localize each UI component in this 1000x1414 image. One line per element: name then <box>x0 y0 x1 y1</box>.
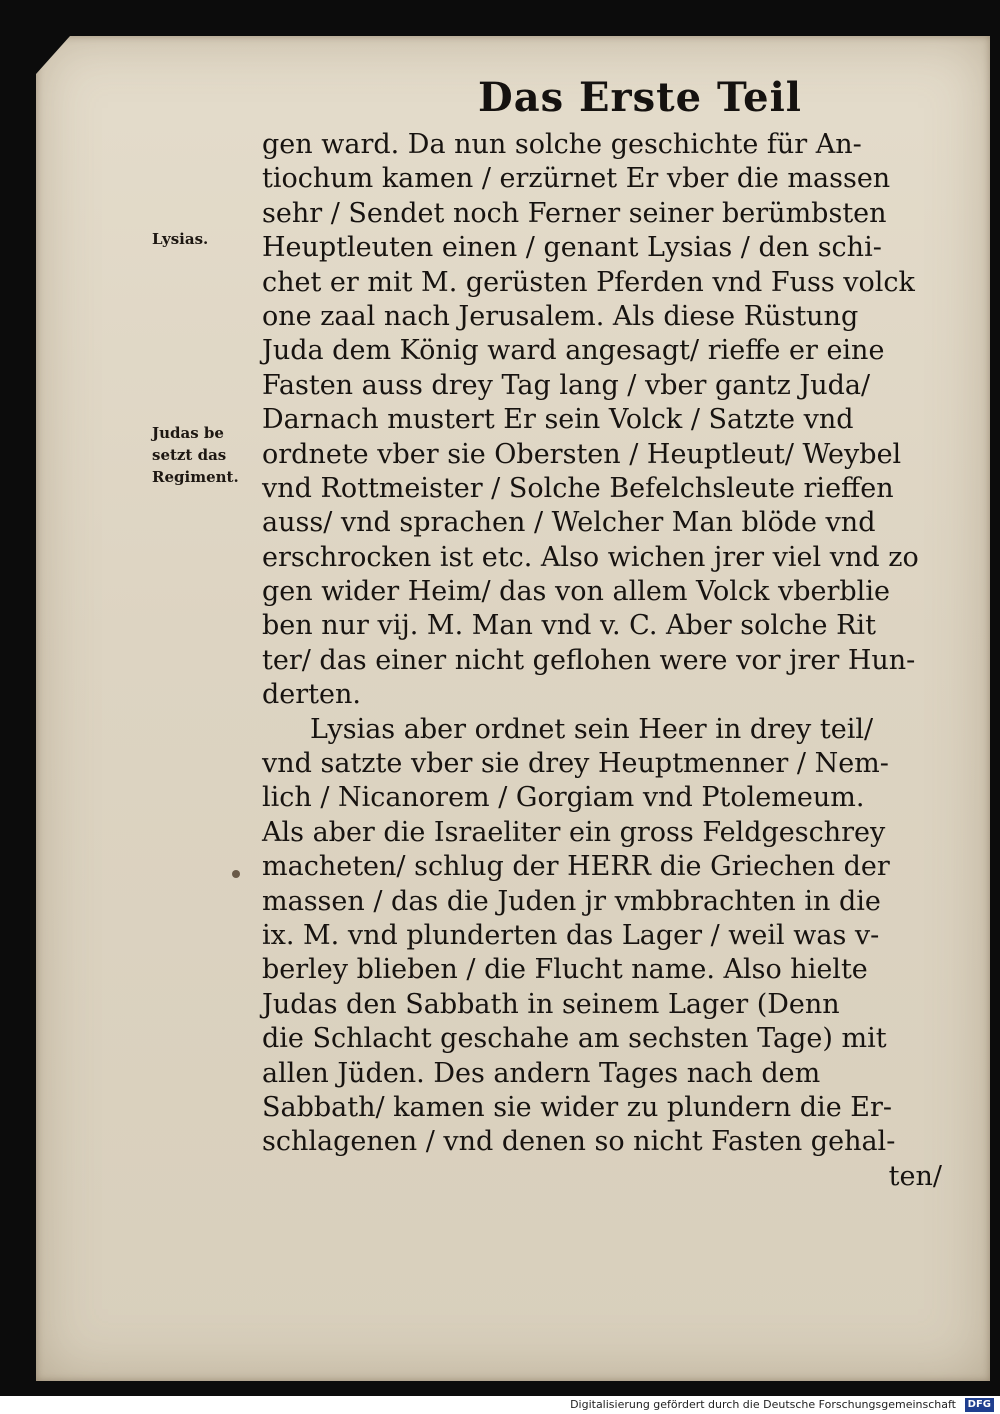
margin-note-line: Judas be <box>152 424 224 442</box>
folded-corner <box>36 36 70 74</box>
text-line: lich / Nicanorem / Gorgiam vnd Ptolemeum. <box>262 782 865 814</box>
ink-spot <box>232 870 240 878</box>
dfg-logo: DFG <box>965 1398 994 1412</box>
text-line: vnd Rottmeister / Solche Befelchsleute rieffen <box>262 472 894 504</box>
margin-note-lysias: Lysias. <box>152 230 209 248</box>
text-line: ix. M. vnd plunderten das Lager / weil was v- <box>262 919 880 951</box>
text-line: macheten/ schlug der HERR die Griechen der <box>262 851 890 883</box>
main-text-block <box>262 128 942 1194</box>
text-line: Darnach mustert Er sein Volck / Satzte vnd <box>262 404 854 436</box>
text-line: die Schlacht geschahe am sechsten Tage) mit <box>262 1023 887 1055</box>
footer-bar <box>0 1396 1000 1414</box>
text-line: Judas den Sabbath in seinem Lager (Denn <box>262 988 840 1020</box>
paragraph-start-line: Lysias aber ordnet sein Heer in drey teil/ <box>310 713 874 745</box>
text-line: chet er mit M. gerüsten Pferden vnd Fuss volck <box>262 266 915 298</box>
text-line: allen Jüden. Des andern Tages nach dem <box>262 1057 821 1089</box>
text-line: Heuptleuten einen / genant Lysias / den schi- <box>262 232 882 264</box>
text-line: massen / das die Juden jr vmbbrachten in die <box>262 885 881 917</box>
text-line: Als aber die Israeliter ein gross Feldgeschrey <box>262 816 886 848</box>
text-line: Sabbath/ kamen sie wider zu plundern die Er- <box>262 1091 892 1123</box>
text-line: berley blieben / die Flucht name. Also hielte <box>262 954 868 986</box>
text-line: vnd satzte vber sie drey Heuptmenner / Nem- <box>262 748 889 780</box>
text-line: gen ward. Da nun solche geschichte für An- <box>262 129 862 160</box>
text-line: gen wider Heim/ das von allem Volck vberblie <box>262 576 890 608</box>
text-line: tiochum kamen / erzürnet Er vber die massen <box>262 163 891 195</box>
text-line: ordnete vber sie Obersten / Heuptleut/ Weybel <box>262 438 902 470</box>
text-line: ter/ das einer nicht geflohen were vor jrer Hun- <box>262 644 916 676</box>
text-line: schlagenen / vnd denen so nicht Fasten gehal- <box>262 1126 896 1158</box>
margin-note-line: Regiment. <box>152 468 239 486</box>
text-line: Juda dem König ward angesagt/ rieffe er eine <box>262 335 885 367</box>
text-line: one zaal nach Jerusalem. Als diese Rüstung <box>262 300 859 332</box>
text-line: Fasten auss drey Tag lang / vber gantz Juda/ <box>262 369 871 401</box>
running-head: Das Erste Teil <box>478 74 802 121</box>
text-line: sehr / Sendet noch Ferner seiner berümbsten <box>262 197 887 229</box>
margin-note-judas <box>152 422 262 488</box>
text-line: auss/ vnd sprachen / Welcher Man blöde vnd <box>262 507 876 539</box>
margin-note-line: setzt das <box>152 446 227 464</box>
catchword: ten/ <box>888 1160 942 1192</box>
funding-credit: Digitalisierung gefördert durch die Deutsche Forschungsgemeinschaft <box>570 1398 956 1411</box>
text-line: ben nur vij. M. Man vnd v. C. Aber solche Rit <box>262 610 876 642</box>
text-line: erschrocken ist etc. Also wichen jrer viel vnd zo <box>262 541 919 573</box>
text-line: derten. <box>262 679 361 711</box>
